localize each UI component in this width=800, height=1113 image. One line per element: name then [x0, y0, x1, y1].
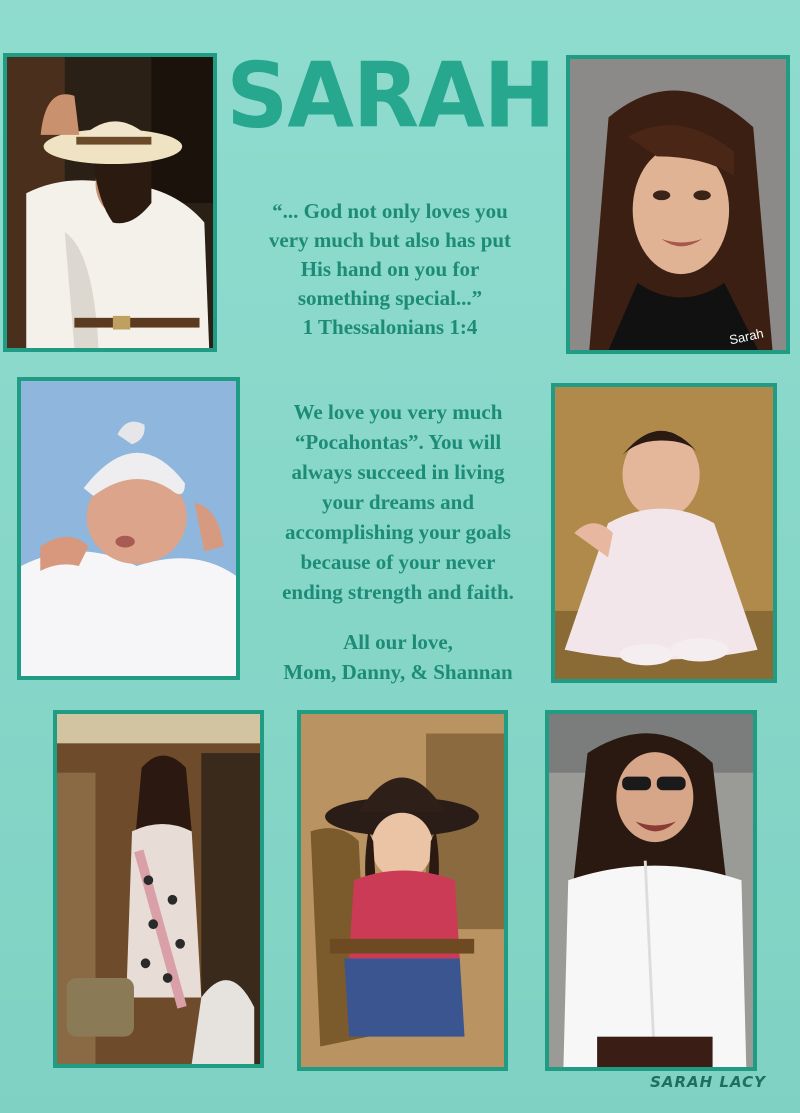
message-line: your dreams and: [321, 490, 475, 514]
photo-caption: Sarah: [728, 325, 766, 348]
bible-quote: [225, 197, 555, 342]
quote-reference: 1 Thessalonians 1:4: [302, 315, 478, 339]
page-credit: SARAH LACY: [650, 1073, 766, 1091]
quote-line: something special...”: [297, 286, 483, 310]
senior-portrait-photo: [566, 55, 790, 354]
sunglasses-photo: [545, 710, 757, 1071]
message-line: always succeed in living: [291, 460, 505, 484]
message-line: “Pocahontas”. You will: [294, 430, 502, 454]
cowgirl-hat-photo: [3, 53, 217, 352]
newborn-photo: [17, 377, 240, 680]
pageant-photo: [53, 710, 264, 1068]
quote-line: “... God not only loves you: [272, 199, 508, 223]
signoff: [238, 627, 558, 687]
message-line: We love you very much: [293, 400, 503, 424]
signoff-line: All our love,: [343, 630, 453, 654]
signoff-names: Mom, Danny, & Shannan: [283, 660, 513, 684]
page-title: SARAH: [226, 43, 555, 149]
quote-line: very much but also has put: [268, 228, 512, 252]
message-line: ending strength and faith.: [282, 580, 514, 604]
child-cowboy-hat-photo: [297, 710, 508, 1071]
message-line: accomplishing your goals: [285, 520, 511, 544]
family-message: [238, 397, 558, 607]
quote-line: His hand on you for: [300, 257, 480, 281]
message-line: because of your never: [300, 550, 496, 574]
toddler-dress-photo: [551, 383, 777, 683]
